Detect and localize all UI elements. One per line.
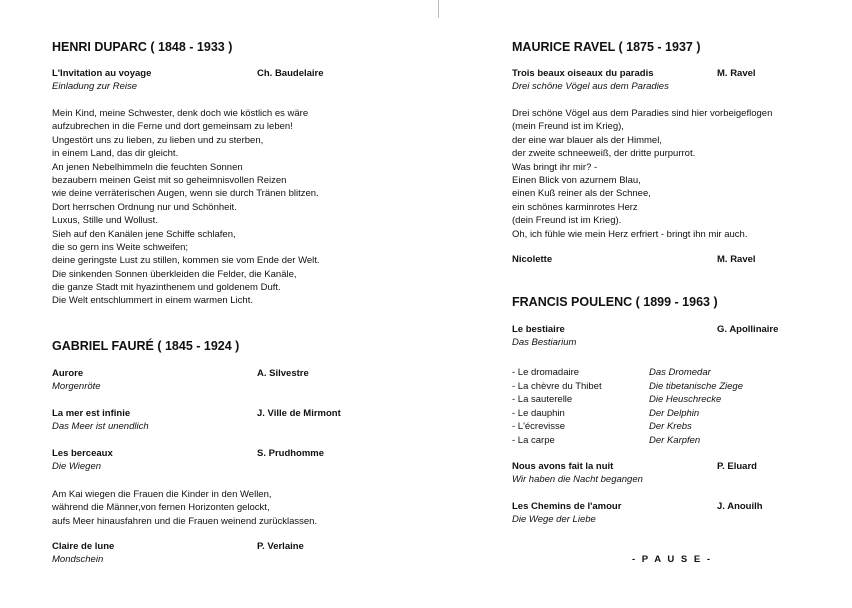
page-fold bbox=[438, 0, 439, 18]
poem-line: Am Kai wiegen die Frauen die Kinder in den Wellen, bbox=[52, 489, 272, 500]
poem-line: die ganze Stadt mit hyazinthenem und goldenem Duft. bbox=[52, 282, 281, 294]
piece-translation: Das Bestiarium bbox=[512, 337, 577, 348]
piece-author: P. Verlaine bbox=[257, 541, 304, 552]
poem-line: während die Männer,von fernen Horizonten gelockt, bbox=[52, 502, 270, 514]
piece-title: Le bestiaire bbox=[512, 324, 565, 335]
composer-heading-poulenc: FRANCIS POULENC ( 1899 - 1963 ) bbox=[512, 295, 718, 309]
poem-line: in einem Land, das dir gleicht. bbox=[52, 148, 179, 160]
piece-title: Claire de lune bbox=[52, 541, 115, 552]
poem-line: aufzubrechen in die Ferne und dort gemeinsam zu leben! bbox=[52, 121, 293, 133]
piece-title: Les Chemins de l'amour bbox=[512, 501, 622, 512]
poem-line: Oh, ich fühle wie mein Herz erfriert - bringt ihn mir auch. bbox=[512, 228, 748, 240]
piece-author: J. Anouilh bbox=[717, 501, 763, 512]
poem-line: Einen Blick von azurnem Blau, bbox=[512, 174, 641, 186]
poem-line: ein schönes karminrotes Herz bbox=[512, 201, 638, 213]
poem-line: wie deine verräterischen Augen, wenn sie durch Tränen blitzen. bbox=[52, 188, 319, 200]
animal-french: - La chèvre du Thibet bbox=[512, 380, 602, 392]
poem-line: (dein Freund ist im Krieg). bbox=[512, 215, 622, 227]
animal-french: - La sauterelle bbox=[512, 394, 573, 406]
piece-translation: Mondschein bbox=[52, 554, 104, 565]
piece-author: S. Prudhomme bbox=[257, 448, 325, 459]
poem-line: (mein Freund ist im Krieg), bbox=[512, 121, 624, 133]
piece-title: Trois beaux oiseaux du paradis bbox=[512, 68, 654, 79]
piece-translation: Die Wege der Liebe bbox=[512, 514, 596, 525]
animal-french: - Le dromadaire bbox=[512, 367, 580, 378]
piece-translation: Das Meer ist unendlich bbox=[52, 421, 149, 432]
piece-author: M. Ravel bbox=[717, 254, 756, 265]
piece-author: G. Apollinaire bbox=[717, 324, 779, 335]
list-item bbox=[512, 380, 812, 394]
composer-heading-ravel: MAURICE RAVEL ( 1875 - 1937 ) bbox=[512, 40, 701, 54]
poem-line: Was bringt ihr mir? - bbox=[512, 161, 598, 173]
poem-trois-beaux-oiseaux bbox=[512, 107, 772, 241]
composer-heading-faure: GABRIEL FAURÉ ( 1845 - 1924 ) bbox=[52, 339, 240, 353]
piece-title: La mer est infinie bbox=[52, 408, 131, 419]
composer-heading-duparc: HENRI DUPARC ( 1848 - 1933 ) bbox=[52, 40, 233, 54]
animal-german: Die tibetanische Ziege bbox=[649, 380, 743, 392]
piece-translation: Drei schöne Vögel aus dem Paradies bbox=[512, 81, 669, 92]
piece-title: Les berceaux bbox=[52, 448, 113, 459]
poem-line: Drei schöne Vögel aus dem Paradies sind hier vorbeigeflogen bbox=[512, 108, 773, 119]
poem-line: Die sinkenden Sonnen überkleiden die Felder, die Kanäle, bbox=[52, 268, 297, 280]
poem-line: aufs Meer hinausfahren und die Frauen weinend zurücklassen. bbox=[52, 515, 318, 527]
pause-label: - P A U S E - bbox=[632, 554, 713, 565]
animal-german: Die Heuschrecke bbox=[649, 394, 722, 406]
poem-line: Dort herrschen Ordnung nur und Schönheit. bbox=[52, 201, 237, 213]
piece-author: P. Eluard bbox=[717, 461, 757, 472]
bestiaire-animal-list bbox=[512, 366, 812, 448]
poem-line: Sieh auf den Kanälen jene Schiffe schlafen, bbox=[52, 228, 236, 240]
poem-line: der zweite schneeweiß, der dritte purpurrot. bbox=[512, 148, 696, 160]
poem-line: Die Welt entschlummert in einem warmen Licht. bbox=[52, 295, 253, 307]
piece-title: Aurore bbox=[52, 368, 84, 379]
piece-title: Nous avons fait la nuit bbox=[512, 461, 614, 472]
poem-line: bezaubern meinen Geist mit so geheimnisvollen Reizen bbox=[52, 174, 287, 186]
poem-line: Mein Kind, meine Schwester, denk doch wie köstlich es wäre bbox=[52, 108, 309, 119]
list-item bbox=[512, 434, 812, 448]
animal-german: Der Krebs bbox=[649, 421, 692, 433]
animal-french: - Le dauphin bbox=[512, 407, 565, 419]
poem-invitation bbox=[52, 107, 320, 308]
poem-line: der eine war blauer als der Himmel, bbox=[512, 134, 662, 146]
poem-berceaux bbox=[52, 488, 317, 528]
poem-line: einen Kuß reiner als der Schnee, bbox=[512, 188, 651, 200]
piece-author: J. Ville de Mirmont bbox=[257, 408, 341, 419]
animal-german: Der Delphin bbox=[649, 407, 700, 419]
animal-german: Der Karpfen bbox=[649, 434, 701, 446]
piece-translation: Einladung zur Reise bbox=[52, 81, 138, 92]
piece-title: L'Invitation au voyage bbox=[52, 68, 152, 79]
list-item bbox=[512, 366, 812, 380]
piece-translation: Morgenröte bbox=[52, 381, 101, 392]
poem-line: die so gern ins Weite schweifen; bbox=[52, 241, 189, 253]
poem-line: An jenen Nebelhimmeln die feuchten Sonnen bbox=[52, 161, 243, 173]
animal-french: - La carpe bbox=[512, 434, 555, 446]
list-item bbox=[512, 420, 812, 434]
poem-line: Luxus, Stille und Wollust. bbox=[52, 215, 158, 227]
animal-german: Das Dromedar bbox=[649, 367, 711, 378]
piece-author: M. Ravel bbox=[717, 68, 756, 79]
poem-line: Ungestört uns zu lieben, zu lieben und zu sterben, bbox=[52, 134, 264, 146]
piece-translation: Die Wiegen bbox=[52, 461, 102, 472]
piece-translation: Wir haben die Nacht begangen bbox=[512, 474, 643, 485]
list-item bbox=[512, 407, 812, 421]
piece-title: Nicolette bbox=[512, 254, 553, 265]
list-item bbox=[512, 393, 812, 407]
poem-line: deine geringste Lust zu stillen, kommen sie vom Ende der Welt. bbox=[52, 255, 320, 267]
piece-author: A. Silvestre bbox=[257, 368, 309, 379]
animal-french: - L'écrevisse bbox=[512, 421, 566, 433]
piece-author: Ch. Baudelaire bbox=[257, 68, 324, 79]
